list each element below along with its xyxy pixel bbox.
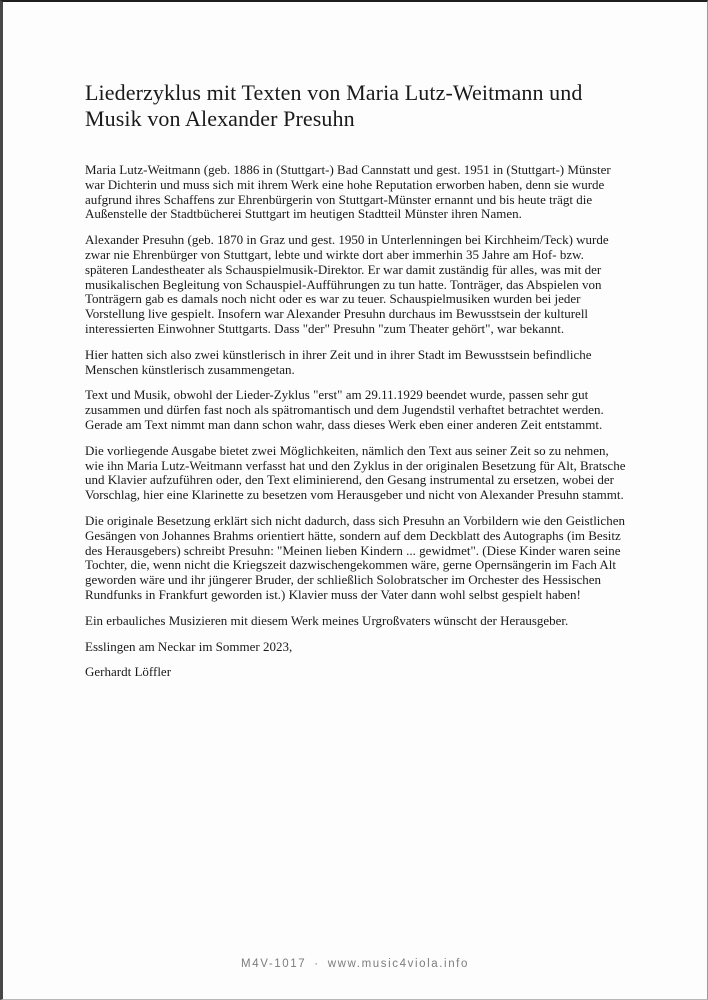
footer-separator: · bbox=[314, 958, 320, 970]
preface-paragraph-4: Text und Musik, obwohl der Lieder-Zyklus "erst" am 29.11.1929 beendet wurde, passen sehr gut zusammen und dürfen fast noch als spätromantisch und dem Jugendstil verhaftet betrachtet werden. Gerade am Text nimmt man dann schon wahr, dass dieses Werk eben einer anderen Zeit entstammt. bbox=[85, 387, 604, 432]
preface-paragraph-1: Maria Lutz-Weitmann (geb. 1886 in (Stuttgart-) Bad Cannstatt und gest. 1951 in (Stuttgart-) Münster war Dichterin und muss sich mit ihrem Werk eine hohe Reputation erworben haben, denn sie wurde aufgrund ihres Schaffens zur Ehrenbürgerin von Stuttgart-Münster ernannt und bis heute trägt die Außenstelle der Stadtbücherei Stuttgart im heutigen Stadtteil Münster ihren Namen. bbox=[85, 162, 611, 222]
preface-paragraph-2: Alexander Presuhn (geb. 1870 in Graz und gest. 1950 in Unterlenningen bei Kirchheim/Teck) wurde zwar nie Ehrenbürger von Stuttgart, lebte und wirkte dort aber immerhin 35 Jahre am Hof- bzw. späteren Landestheater als Schauspielmusik-Direktor. Er war damit zuständig für alles, was mit der musikalischen Begleitung von Schauspiel-Aufführungen zu tun hatte. Tonträger, das Abspielen von Tonträgern gab es damals noch nicht oder es war zu teuer. Schauspielmusiken wurden bei jeder Vorstellung live gespielt. Insofern war Alexander Presuhn durchaus im Bewusstsein der kulturell interessierten Einwohner Stuttgarts. Dass "der" Presuhn "zum Theater gehört", war bekannt. bbox=[85, 232, 609, 336]
preface-content bbox=[3, 2, 707, 680]
editor-wish-line: Ein erbauliches Musizieren mit diesem Werk meines Urgroßvaters wünscht der Herausgeber. bbox=[85, 612, 569, 628]
editor-name-line: Gerhardt Löffler bbox=[85, 664, 172, 680]
catalog-number: M4V-1017 bbox=[241, 958, 307, 970]
title-line-2: Musik von Alexander Presuhn bbox=[85, 106, 355, 131]
place-date-line: Esslingen am Neckar im Sommer 2023, bbox=[85, 638, 293, 654]
preface-paragraph-6: Die originale Besetzung erklärt sich nicht dadurch, dass sich Presuhn an Vorbildern wie den Geistlichen Gesängen von Johannes Brahms orientiert hätte, sondern auf dem Deckblatt des Autographs (im Besitz des Herausgebers) schreibt Presuhn: "Meinen lieben Kindern ... gewidmet". (Diese Kinder waren seine Tochter, die, wenn nicht die Kriegszeit dazwischengekommen wäre, gerne Opernsängerin im Fach Alt geworden wäre und ihr jüngerer Bruder, der schließlich Solobratscher im Orchester des Hessischen Rundfunks in Frankfurt geworden ist.) Klavier muss der Vater dann wohl selbst gespielt haben! bbox=[85, 512, 625, 602]
preface-paragraph-3: Hier hatten sich also zwei künstlerisch in ihrer Zeit und in ihrer Stadt im Bewusstsein befindliche Menschen künstlerisch zusammengetan. bbox=[85, 346, 592, 377]
preface-paragraph-5: Die vorliegende Ausgabe bietet zwei Möglichkeiten, nämlich den Text aus seiner Zeit so zu nehmen, wie ihn Maria Lutz-Weitmann verfasst hat und den Zyklus in der originalen Besetzung für Alt, Bratsche und Klavier aufzuführen oder, den Text eliminierend, den Gesang instrumental zu ersetzen, wobei der Vorschlag, hier eine Klarinette zu besetzen vom Herausgeber und nicht von Alexander Presuhn stammt. bbox=[85, 442, 626, 503]
title-line-1: Liederzyklus mit Texten von Maria Lutz-Weitmann und bbox=[85, 80, 583, 105]
website-url: www.music4viola.info bbox=[327, 958, 469, 970]
page-footer bbox=[3, 958, 707, 970]
document-title bbox=[85, 80, 629, 132]
